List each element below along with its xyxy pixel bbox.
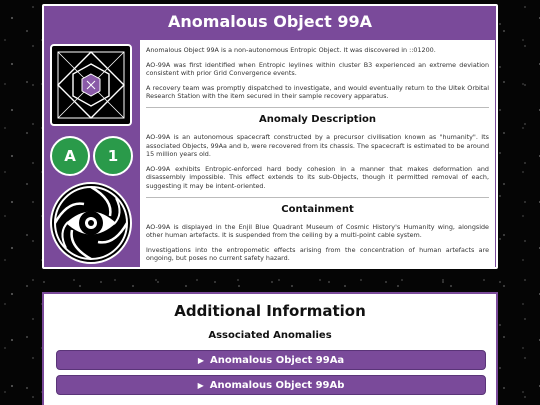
object-sigil-icon [50,44,132,126]
expand-triangle-icon: ▶ [197,355,204,365]
containment-paragraph: Investigations into the entropometic effects arising from the concentration of human artefacts are ongoing, but poses no current safety hazard. [146,245,489,263]
additional-info-heading: Additional Information [174,302,366,320]
anomaly-card [42,4,498,269]
associated-anomalies-heading: Associated Anomalies [208,330,332,341]
description-paragraph: AO-99A is an autonomous spacecraft constructed by a precursor civilisation known as "humanity". Its associated Objects, 99Aa and b, were recovered from its chassis. The spacecraft is estimated to be around 15 million years old. [146,132,489,159]
class-badge-a: A [50,136,90,176]
associated-anomaly-label: Anomalous Object 99Aa [209,354,345,366]
intro-paragraph: AO-99A was first identified when Entropic leylines within cluster B3 experienced an extreme deviation consistent with prior Grid Convergence events. [146,60,489,78]
divider [146,197,489,198]
containment-paragraph: AO-99A is displayed in the Enjil Blue Quadrant Museum of Cosmic History's Humanity wing, alongside other human artefacts. It is suspended from the ceiling by a multi-point cable system. [146,222,489,240]
intro-paragraph: A recovery team was promptly dispatched to investigate, and would eventually return to the Ultek Orbital Research Station with the item secured in their sample recovery apparatus. [146,83,489,101]
intro-paragraph: Anomalous Object 99A is a non-autonomous Entropic Object. It was discovered in ::01200. [146,46,436,54]
expand-triangle-icon: ▶ [197,380,204,390]
class-badge-1: 1 [93,136,133,176]
associated-anomaly-label: Anomalous Object 99Ab [209,379,345,391]
eye-emblem-icon [50,182,132,264]
description-heading: Anomaly Description [258,113,376,125]
page-title: Anomalous Object 99A [44,6,496,38]
associated-anomaly-toggle[interactable] [56,375,486,395]
anomaly-content [140,40,495,268]
additional-info-card [42,292,498,405]
divider [146,107,489,108]
sidebar-icons [46,42,136,267]
containment-heading: Containment [281,203,354,215]
associated-anomaly-toggle[interactable] [56,350,486,370]
description-paragraph: AO-99A exhibits Entropic-enforced hard body cohesion in a manner that makes deformation and disassembly impossible. This effect extends to its sub-Objects, though it permitted removal of each, suggesting it may be intent-oriented. [146,164,489,190]
